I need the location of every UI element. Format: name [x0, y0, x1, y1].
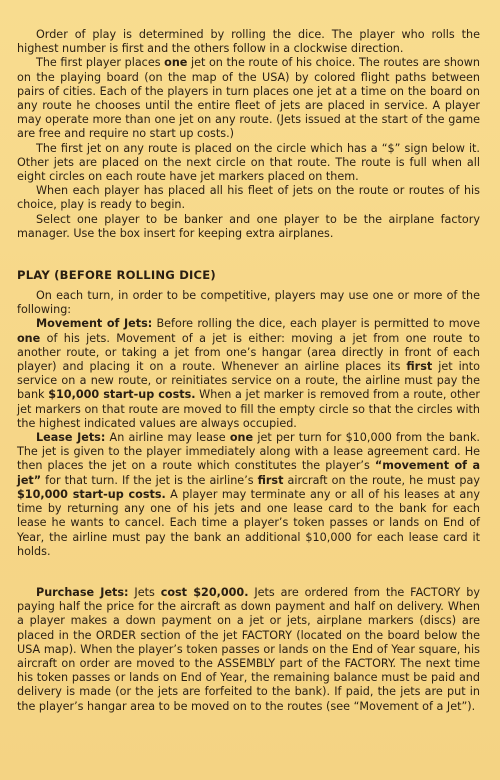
- intro-section: [17, 28, 480, 241]
- text-run: Order of play is determined by rolling the dice. The player who rolls the highest number is first and the others follow in a clockwise direction.: [17, 28, 480, 56]
- text-run: Select one player to be banker and one player to be the airplane factory manager. Use the box insert for keeping extra airplanes.: [17, 212, 480, 240]
- section-spacer: [17, 559, 480, 575]
- bold-text-run: first: [406, 360, 433, 374]
- bold-text-run: $10,000 start-up costs.: [48, 388, 196, 402]
- text-run: jet per turn for $10,000 from the bank. The jet is given to the player immediately along with a lease agreement card. He then places the jet on a route which constitutes the player’s: [17, 431, 480, 473]
- purchase-section: [17, 586, 480, 714]
- paragraph-first-player: [17, 56, 480, 141]
- paragraph-order-of-play: [17, 28, 480, 56]
- section-spacer: [17, 575, 480, 586]
- text-run: Before rolling the dice, each player is permitted to move: [152, 317, 480, 331]
- text-run: An airline may lease: [105, 431, 230, 445]
- paragraph-movement-of-jets: [17, 317, 480, 431]
- text-run: A player may terminate any or all of his leases at any time by returning any one of his jets and one lease card to the bank for each lease he wants to cancel. Each time a player’s token passes or lands on End of Year, the airline must pay the bank an additional $10,000 for each lease card it holds.: [17, 487, 480, 558]
- text-run: Jets are ordered from the FACTORY by paying half the price for the aircraft as down payment and half on delivery. When a player makes a down payment on a jet or jets, airplane markers (discs) are placed in the ORDER section of the jet FACTORY (located on the board below the USA map). When the player’s token passes or lands on the End of Year square, his aircraft on order are moved to the ASSEMBLY part of the FACTORY. The next time his token passes or lands on End of Year, the remaining balance must be paid and delivery is made (or the jets are forfeited to the bank). If paid, the jets are put in the player’s hangar area to be moved on to the routes (see “Movement of a Jet”).: [17, 585, 480, 713]
- bold-text-run: $10,000 start-up costs.: [17, 487, 166, 501]
- text-run: aircraft on the route, he must pay: [283, 473, 480, 487]
- paragraph-ready-to-begin: [17, 184, 480, 212]
- bold-text-run: one: [229, 431, 254, 445]
- paragraph-first-jet: [17, 142, 480, 185]
- paragraph-lease-jets: [17, 431, 480, 559]
- text-run: The first jet on any route is placed on the circle which has a “$” sign below it. Other jets are placed on the next circle on that route. The route is full when all eight circles on each route have jet markers placed on them.: [17, 141, 480, 184]
- text-run: jet on the route of his choice. The routes are shown on the playing board (on the map of the USA) by colored flight paths between pairs of cities. Each of the players in turn places one jet at a time on the board on any route he chooses until the entire fleet of jets are placed in service. A player may operate more than one jet on any route. (Jets issued at the start of the game are free and require no start up costs.): [17, 56, 481, 141]
- bold-text-run: one: [17, 331, 41, 345]
- text-run: The first player places: [36, 56, 165, 70]
- bold-text-run: one: [164, 56, 188, 70]
- text-run: jet into service on a new route, or reinitiates service on a route, the airline must pay the bank: [17, 360, 480, 402]
- bold-text-run: first: [257, 473, 284, 487]
- paragraph-banker: [17, 213, 480, 241]
- bold-text-run: Purchase Jets:: [36, 585, 129, 599]
- section-spacer: [17, 257, 480, 268]
- play-section: [17, 289, 480, 559]
- section-spacer: [17, 241, 480, 257]
- text-run: for that turn. If the jet is the airline’s: [41, 473, 258, 487]
- text-run: of his jets. Movement of a jet is either: moving a jet from one route to another route, or taking a jet from one’s hangar (area directly in front of each player) and placing it on a route. Whenever an airline places its: [17, 331, 480, 374]
- bold-text-run: Lease Jets:: [36, 431, 106, 445]
- text-run: On each turn, in order to be competitive, players may use one or more of the following:: [17, 289, 480, 317]
- text-run: When each player has placed all his fleet of jets on the route or routes of his choice, play is ready to begin.: [17, 184, 480, 212]
- paragraph-each-turn: [17, 289, 480, 317]
- section-heading-play: PLAY (BEFORE ROLLING DICE): [17, 268, 216, 283]
- bold-text-run: cost $20,000.: [160, 585, 249, 599]
- text-run: When a jet marker is removed from a route, other jet markers on that route are moved to fill the empty circle so that the circles with the highest indicated values are always occupied.: [17, 388, 480, 430]
- bold-text-run: “movement of a jet”: [17, 459, 480, 487]
- bold-text-run: Movement of Jets:: [36, 317, 153, 331]
- paragraph-purchase-jets: [17, 586, 480, 714]
- text-run: Jets: [128, 585, 161, 599]
